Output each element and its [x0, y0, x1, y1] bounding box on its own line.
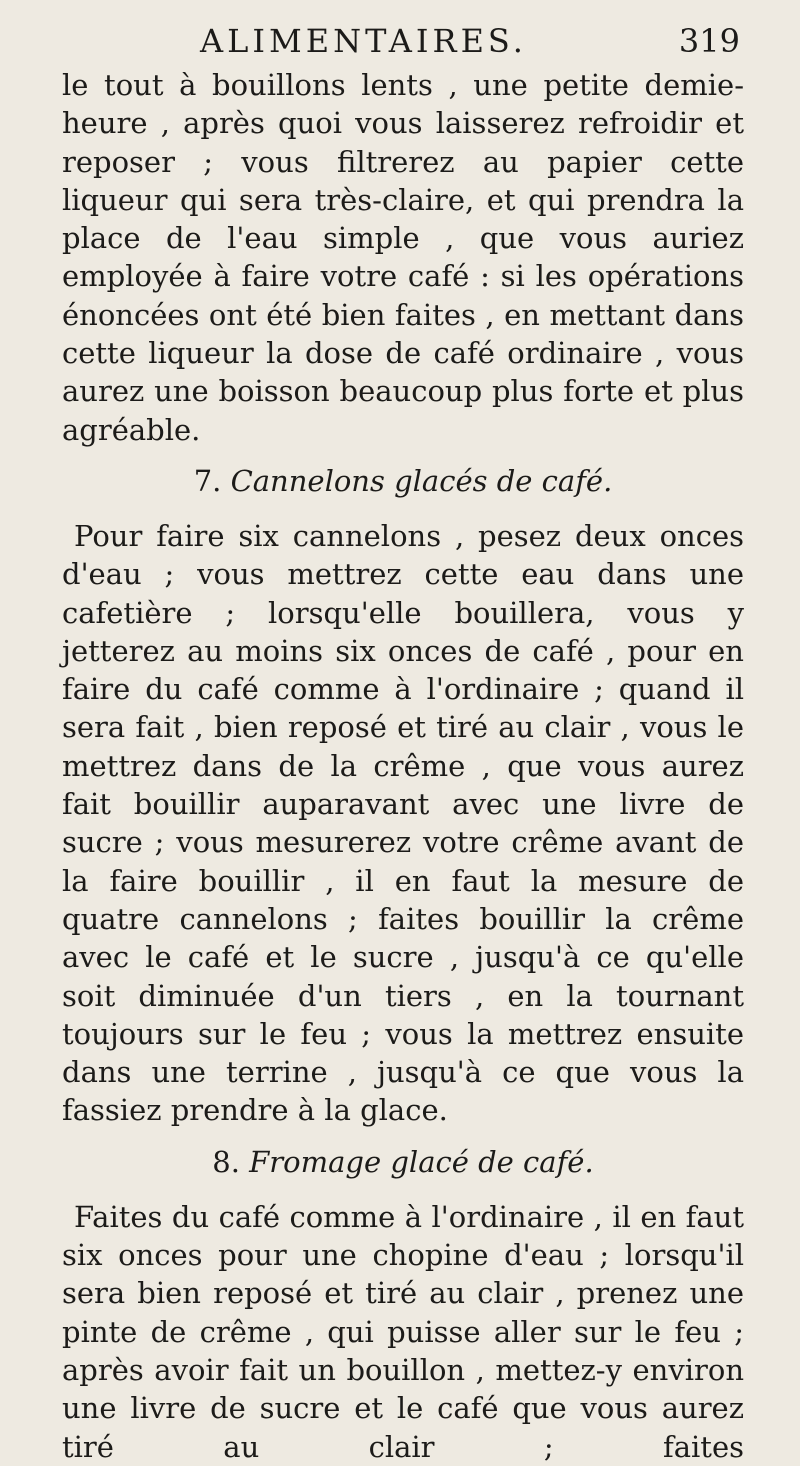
page-body: [62, 66, 744, 1466]
section-number: 7.: [193, 463, 222, 498]
paragraph-fromage: Faites du café comme à l'ordinaire , il en faut six onces pour une chopine d'eau ; lorsqu'il sera bien reposé et tiré au clair , prenez une pinte de crême , qui puisse aller sur le feu ; après avoir fait un bouillon , mettez-y environ une livre de sucre et le café que vous aurez tiré au clair ; faites: [62, 1199, 744, 1464]
paragraph-continuation: le tout à bouillons lents , une petite demie-heure , après quoi vous laisserez refroidir et reposer ; vous filtrerez au papier cette liqueur qui sera très-claire, et qui prendra la place de l'eau simple , que vous auriez employée à faire votre café : si les opérations énoncées ont été bien faites , en mettant dans cette liqueur la dose de café ordinaire , vous aurez une boisson beaucoup plus forte et plus agréable.: [62, 68, 744, 447]
section-title: Cannelons glacés de café.: [230, 463, 613, 498]
section-heading-7: [62, 463, 744, 499]
page-number: 319: [678, 22, 740, 60]
running-title: ALIMENTAIRES.: [200, 22, 527, 60]
paragraph-cannelons: Pour faire six cannelons , pesez deux onces d'eau ; vous mettrez cette eau dans une cafetière ; lorsqu'elle bouillera, vous y jetterez au moins six onces de café , pour en faire du café comme à l'ordinaire ; quand il sera fait , bien reposé et tiré au clair , vous le mettrez dans de la crême , que vous aurez fait bouillir auparavant avec une livre de sucre ; vous mesurerez votre crême avant de la faire bouillir , il en faut la mesure de quatre cannelons ; faites bouillir la crême avec le café et le sucre , jusqu'à ce qu'elle soit diminuée d'un tiers , en la tournant toujours sur le feu ; vous la mettrez ensuite dans une terrine , jusqu'à ce que vous la fassiez prendre à la glace.: [62, 518, 744, 1128]
section-number: 8.: [212, 1144, 240, 1179]
section-title: Fromage glacé de café.: [249, 1144, 594, 1179]
section-heading-8: [62, 1144, 744, 1180]
page-header: [60, 22, 740, 66]
